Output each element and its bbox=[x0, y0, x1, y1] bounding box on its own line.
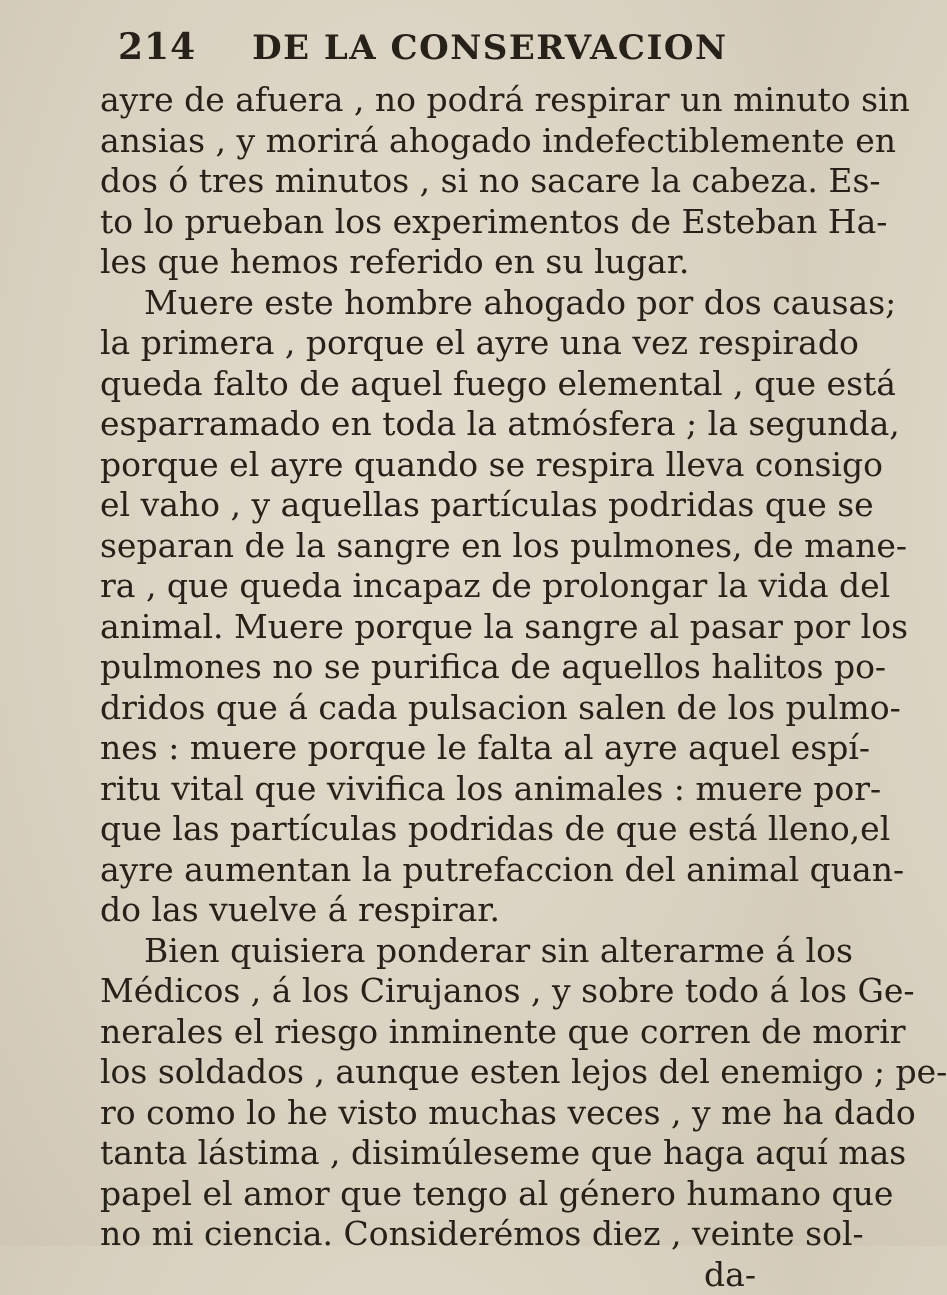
text-line: que las partículas podridas de que está lleno,el bbox=[100, 809, 760, 850]
text-line: les que hemos referido en su lugar. bbox=[100, 242, 760, 283]
page-number: 214 bbox=[118, 26, 196, 68]
text-line: ritu vital que vivifica los animales : muere por- bbox=[100, 769, 760, 810]
text-line: to lo prueban los experimentos de Esteban Ha- bbox=[100, 202, 760, 243]
text-line: Médicos , á los Cirujanos , y sobre todo á los Ge- bbox=[100, 971, 760, 1012]
text-line: animal. Muere porque la sangre al pasar por los bbox=[100, 607, 760, 648]
text-line: ayre aumentan la putrefaccion del animal quan- bbox=[100, 850, 760, 891]
text-line: la primera , porque el ayre una vez respirado bbox=[100, 323, 760, 364]
catchword: da- bbox=[100, 1255, 760, 1295]
body-text bbox=[100, 80, 760, 1295]
text-line: papel el amor que tengo al género humano que bbox=[100, 1174, 760, 1215]
text-line: no mi ciencia. Considerémos diez , veinte sol- bbox=[100, 1214, 760, 1255]
running-head: DE LA CONSERVACION bbox=[252, 28, 727, 68]
page-header bbox=[118, 26, 728, 76]
text-line: do las vuelve á respirar. bbox=[100, 890, 760, 931]
text-line: esparramado en toda la atmósfera ; la segunda, bbox=[100, 404, 760, 445]
text-line: ro como lo he visto muchas veces , y me ha dado bbox=[100, 1093, 760, 1134]
text-line: queda falto de aquel fuego elemental , que está bbox=[100, 364, 760, 405]
text-line: nes : muere porque le falta al ayre aquel espí- bbox=[100, 728, 760, 769]
text-line: dridos que á cada pulsacion salen de los pulmo- bbox=[100, 688, 760, 729]
text-line: el vaho , y aquellas partículas podridas que se bbox=[100, 485, 760, 526]
text-line: tanta lástima , disimúleseme que haga aquí mas bbox=[100, 1133, 760, 1174]
text-line: ansias , y morirá ahogado indefectiblemente en bbox=[100, 121, 760, 162]
text-line: porque el ayre quando se respira lleva consigo bbox=[100, 445, 760, 486]
text-line: Muere este hombre ahogado por dos causas; bbox=[100, 283, 760, 324]
text-line: ra , que queda incapaz de prolongar la vida del bbox=[100, 566, 760, 607]
text-line: Bien quisiera ponderar sin alterarme á los bbox=[100, 931, 760, 972]
text-line: separan de la sangre en los pulmones, de mane- bbox=[100, 526, 760, 567]
text-line: nerales el riesgo inminente que corren de morir bbox=[100, 1012, 760, 1053]
text-line: dos ó tres minutos , si no sacare la cabeza. Es- bbox=[100, 161, 760, 202]
text-line: los soldados , aunque esten lejos del enemigo ; pe- bbox=[100, 1052, 760, 1093]
text-line: ayre de afuera , no podrá respirar un minuto sin bbox=[100, 80, 760, 121]
text-line: pulmones no se purifica de aquellos halitos po- bbox=[100, 647, 760, 688]
